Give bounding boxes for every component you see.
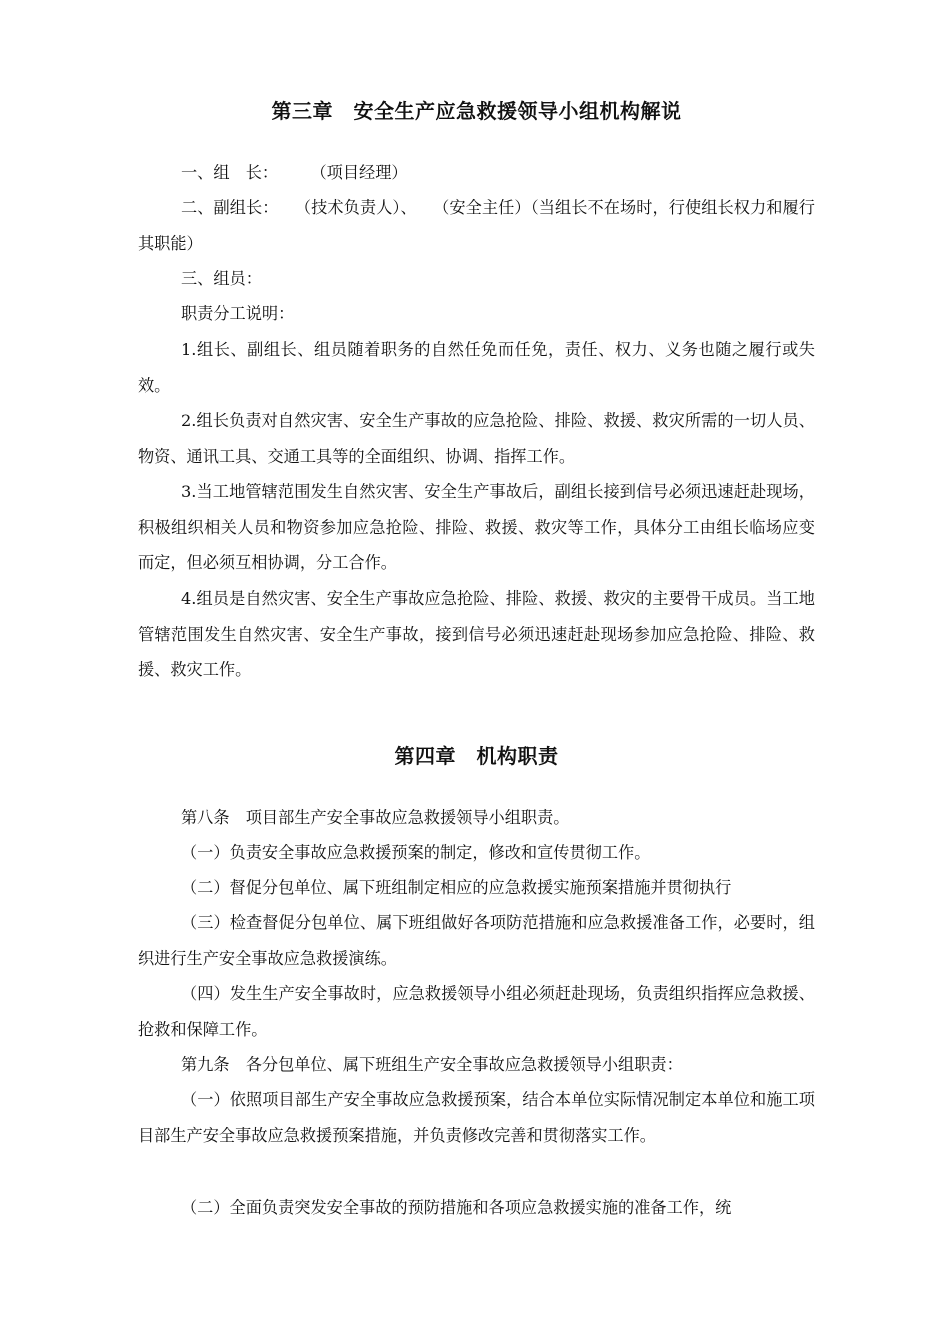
chapter-3-deputy-leader: 二、副组长： （技术负责人）、 （安全主任）（当组长不在场时，行使组长权力和履行其职能） <box>138 198 815 253</box>
chapter-4-article-9-item-2: （二）全面负责突发安全事故的预防措施和各项应急救援实施的准备工作，统 <box>181 1198 732 1217</box>
chapter-4-article-9: 第九条 各分包单位、属下班组生产安全事故应急救援领导小组职责： <box>181 1055 683 1074</box>
chapter-3-duty-heading: 职责分工说明： <box>181 304 295 323</box>
chapter-4-article-8: 第八条 项目部生产安全事故应急救援领导小组职责。 <box>181 808 570 827</box>
chapter-3-members: 三、组员： <box>181 269 262 288</box>
chapter-4-article-8-item-3: （三）检查督促分包单位、属下班组做好各项防范措施和应急救援准备工作，必要时，组织进行生产安全事故应急救援演练。 <box>138 913 815 968</box>
chapter-4-article-8-item-4: （四）发生生产安全事故时，应急救援领导小组必须赶赴现场，负责组织指挥应急救援、抢救和保障工作。 <box>138 984 815 1039</box>
chapter-3-duty-4: 4.组员是自然灾害、安全生产事故应急抢险、排险、救援、救灾的主要骨干成员。当工地管辖范围发生自然灾害、安全生产事故，接到信号必须迅速赶赴现场参加应急抢险、排险、救援、救灾工作。 <box>138 589 815 679</box>
chapter-3-duty-2: 2.组长负责对自然灾害、安全生产事故的应急抢险、排险、救援、救灾所需的一切人员、物资、通讯工具、交通工具等的全面组织、协调、指挥工作。 <box>138 411 815 466</box>
chapter-3-duty-3: 3.当工地管辖范围发生自然灾害、安全生产事故后，副组长接到信号必须迅速赶赴现场，积极组织相关人员和物资参加应急抢险、排险、救援、救灾等工作，具体分工由组长临场应变而定，但必须互相协调，分工合作。 <box>138 482 815 572</box>
chapter-4-article-8-item-2: （二）督促分包单位、属下班组制定相应的应急救援实施预案措施并贯彻执行 <box>181 878 732 897</box>
chapter-3-title: 第三章 安全生产应急救援领导小组机构解说 <box>271 99 682 123</box>
chapter-4-article-9-item-1: （一）依照项目部生产安全事故应急救援预案，结合本单位实际情况制定本单位和施工项目部生产安全事故应急救援预案措施，并负责修改完善和贯彻落实工作。 <box>138 1090 815 1145</box>
chapter-4-article-8-item-1: （一）负责安全事故应急救援预案的制定，修改和宣传贯彻工作。 <box>181 843 651 862</box>
chapter-4-title: 第四章 机构职责 <box>394 744 559 768</box>
chapter-3-duty-1: 1.组长、副组长、组员随着职务的自然任免而任免，责任、权力、义务也随之履行或失效。 <box>138 340 815 395</box>
chapter-3-team-leader: 一、组 长： （项目经理） <box>181 163 408 182</box>
